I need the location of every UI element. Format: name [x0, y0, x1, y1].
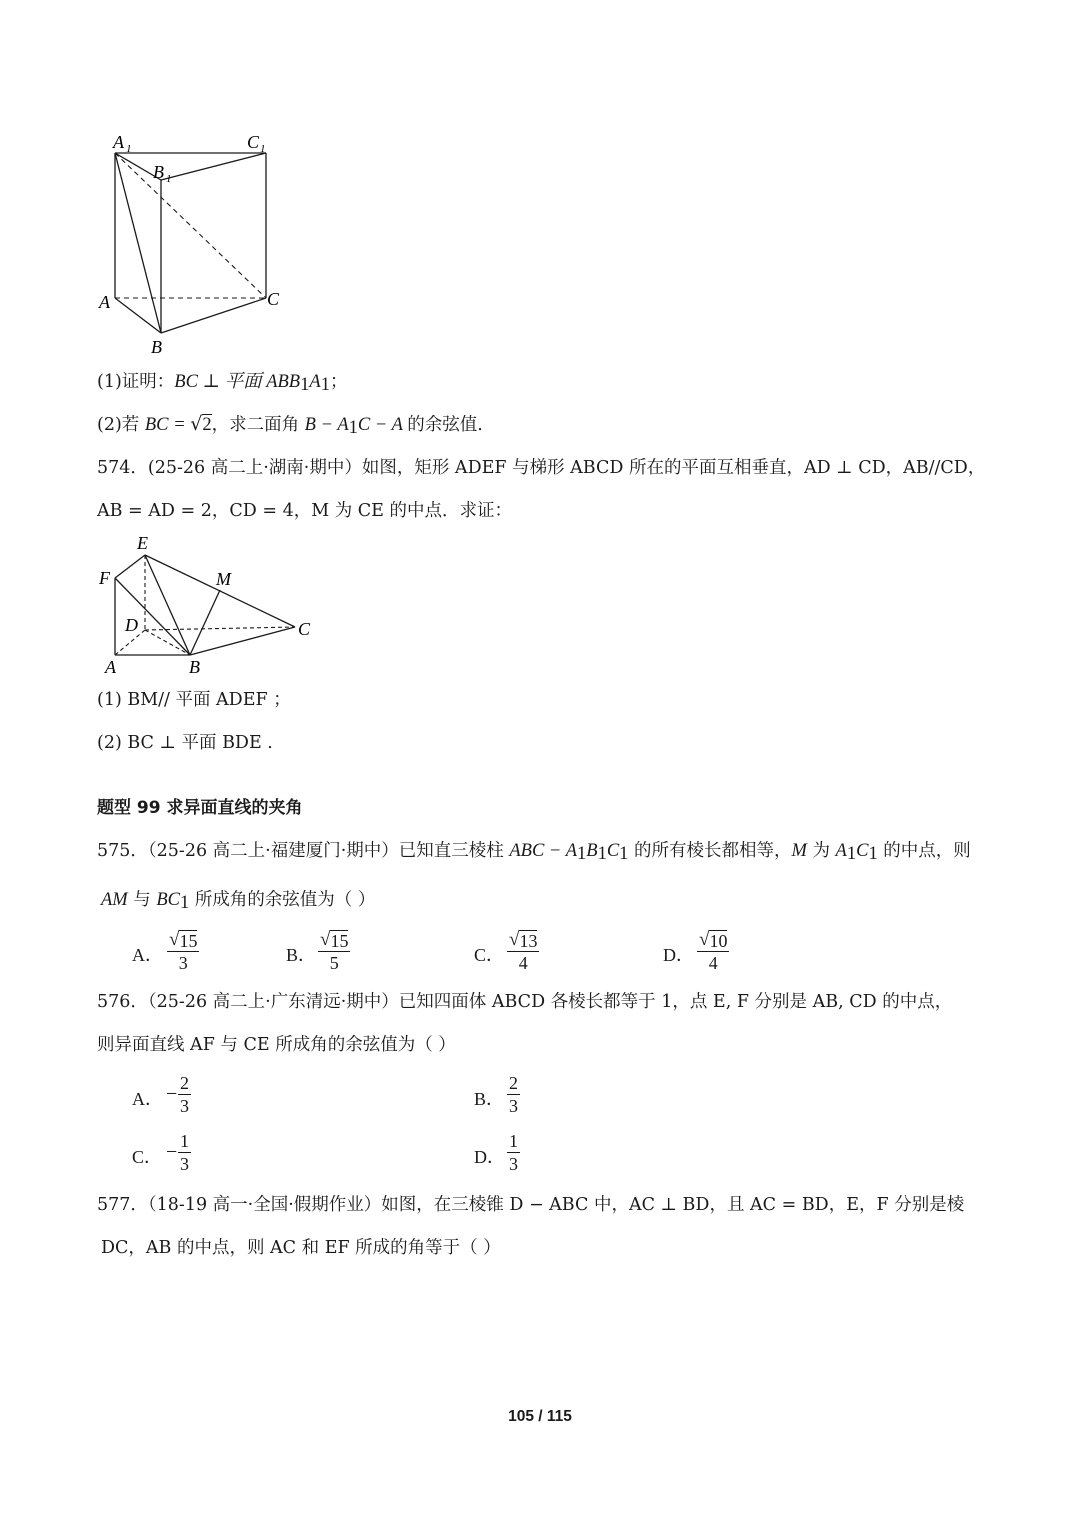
- label-D: D: [125, 615, 138, 635]
- label-C: C: [298, 619, 311, 639]
- q576-option-b-value: 2 3: [509, 1073, 518, 1116]
- q577-line2: DC，AB 的中点，则 AC 和 EF 所成的角等于（ ）: [101, 1238, 501, 1258]
- solid-figure: [95, 530, 325, 680]
- label-A: A: [99, 292, 110, 312]
- label-E: E: [137, 533, 148, 553]
- q576-option-c-sign: −: [166, 1141, 178, 1163]
- page-number: 105 / 115: [508, 1408, 572, 1425]
- label-F: F: [99, 568, 110, 588]
- label-B: B: [189, 657, 200, 677]
- q573-part2: (2)若 BC = √ 2 ，求二面角 $B - A_1C - A$ 的余弦值.: [97, 413, 483, 438]
- q576-option-a-label[interactable]: A．: [132, 1089, 163, 1109]
- q574-part2: (2) BC ⊥ 平面 BDE .: [97, 733, 273, 753]
- q575-option-a-label[interactable]: A．: [132, 945, 163, 965]
- q575-option-d-value: √ 10 4: [699, 929, 728, 973]
- q574-part1: (1) BM// 平面 ADEF ；: [97, 690, 291, 710]
- q574-line2: AB = AD = 2，CD = 4，M 为 CE 的中点．求证：: [97, 501, 512, 521]
- q576-option-c-label[interactable]: C．: [132, 1147, 163, 1167]
- label-A: A: [105, 657, 116, 677]
- label-C1: C: [247, 132, 260, 152]
- q575-line1: 575．（25-26 高二上·福建厦门·期中）已知直三棱柱 ABC − $A_1B_1C_1$ 的所有棱长都相等，M 为 $A_1C_1$ 的中点，则: [97, 841, 971, 864]
- q573-part1: (1)证明：BC ⊥ 平面 $ABB_1A_1$；: [97, 372, 348, 395]
- label-A1-sub: 1: [126, 143, 132, 155]
- q575-line2: AM 与 $BC_1$ 所成角的余弦值为（ ）: [101, 890, 376, 913]
- q575-option-b-value: √ 15 5: [320, 929, 349, 973]
- q575-option-c-label[interactable]: C．: [474, 945, 505, 965]
- q576-option-c-value: 1 3: [180, 1131, 189, 1174]
- q574-line1: 574．(25-26 高二上·湖南·期中）如图，矩形 ADEF 与梯形 ABCD 所在的平面互相垂直，AD ⊥ CD，AB//CD，: [97, 458, 986, 478]
- section-heading: 题型 99 求异面直线的夹角: [97, 798, 303, 818]
- label-B1: B: [153, 162, 164, 182]
- label-B: B: [151, 337, 162, 357]
- q576-option-d-label[interactable]: D．: [474, 1147, 505, 1167]
- label-C: C: [267, 289, 280, 309]
- label-B1-sub: 1: [166, 173, 172, 185]
- q575-option-b-label[interactable]: B．: [286, 945, 317, 965]
- label-M: M: [216, 569, 231, 589]
- q576-option-a-sign: −: [166, 1083, 178, 1105]
- q576-line2: 则异面直线 AF 与 CE 所成角的余弦值为（ ）: [97, 1035, 456, 1055]
- q576-option-b-label[interactable]: B．: [474, 1089, 505, 1109]
- label-C1-sub: 1: [260, 143, 266, 155]
- q575-option-c-value: √ 13 4: [509, 929, 538, 973]
- q575-option-a-value: √ 15 3: [169, 929, 198, 973]
- q576-option-a-value: 2 3: [180, 1073, 189, 1116]
- q576-line1: 576．（25-26 高二上·广东清远·期中）已知四面体 ABCD 各棱长都等于 1，点 E, F 分别是 AB, CD 的中点，: [97, 992, 953, 1012]
- label-A1: A: [113, 132, 124, 152]
- q576-option-d-value: 1 3: [509, 1131, 518, 1174]
- q575-option-d-label[interactable]: D．: [663, 945, 694, 965]
- prism-figure: [95, 128, 295, 360]
- q577-line1: 577．（18-19 高一·全国·假期作业）如图，在三棱锥 D − ABC 中，AC ⊥ BD，且 AC = BD，E，F 分别是棱: [97, 1195, 965, 1215]
